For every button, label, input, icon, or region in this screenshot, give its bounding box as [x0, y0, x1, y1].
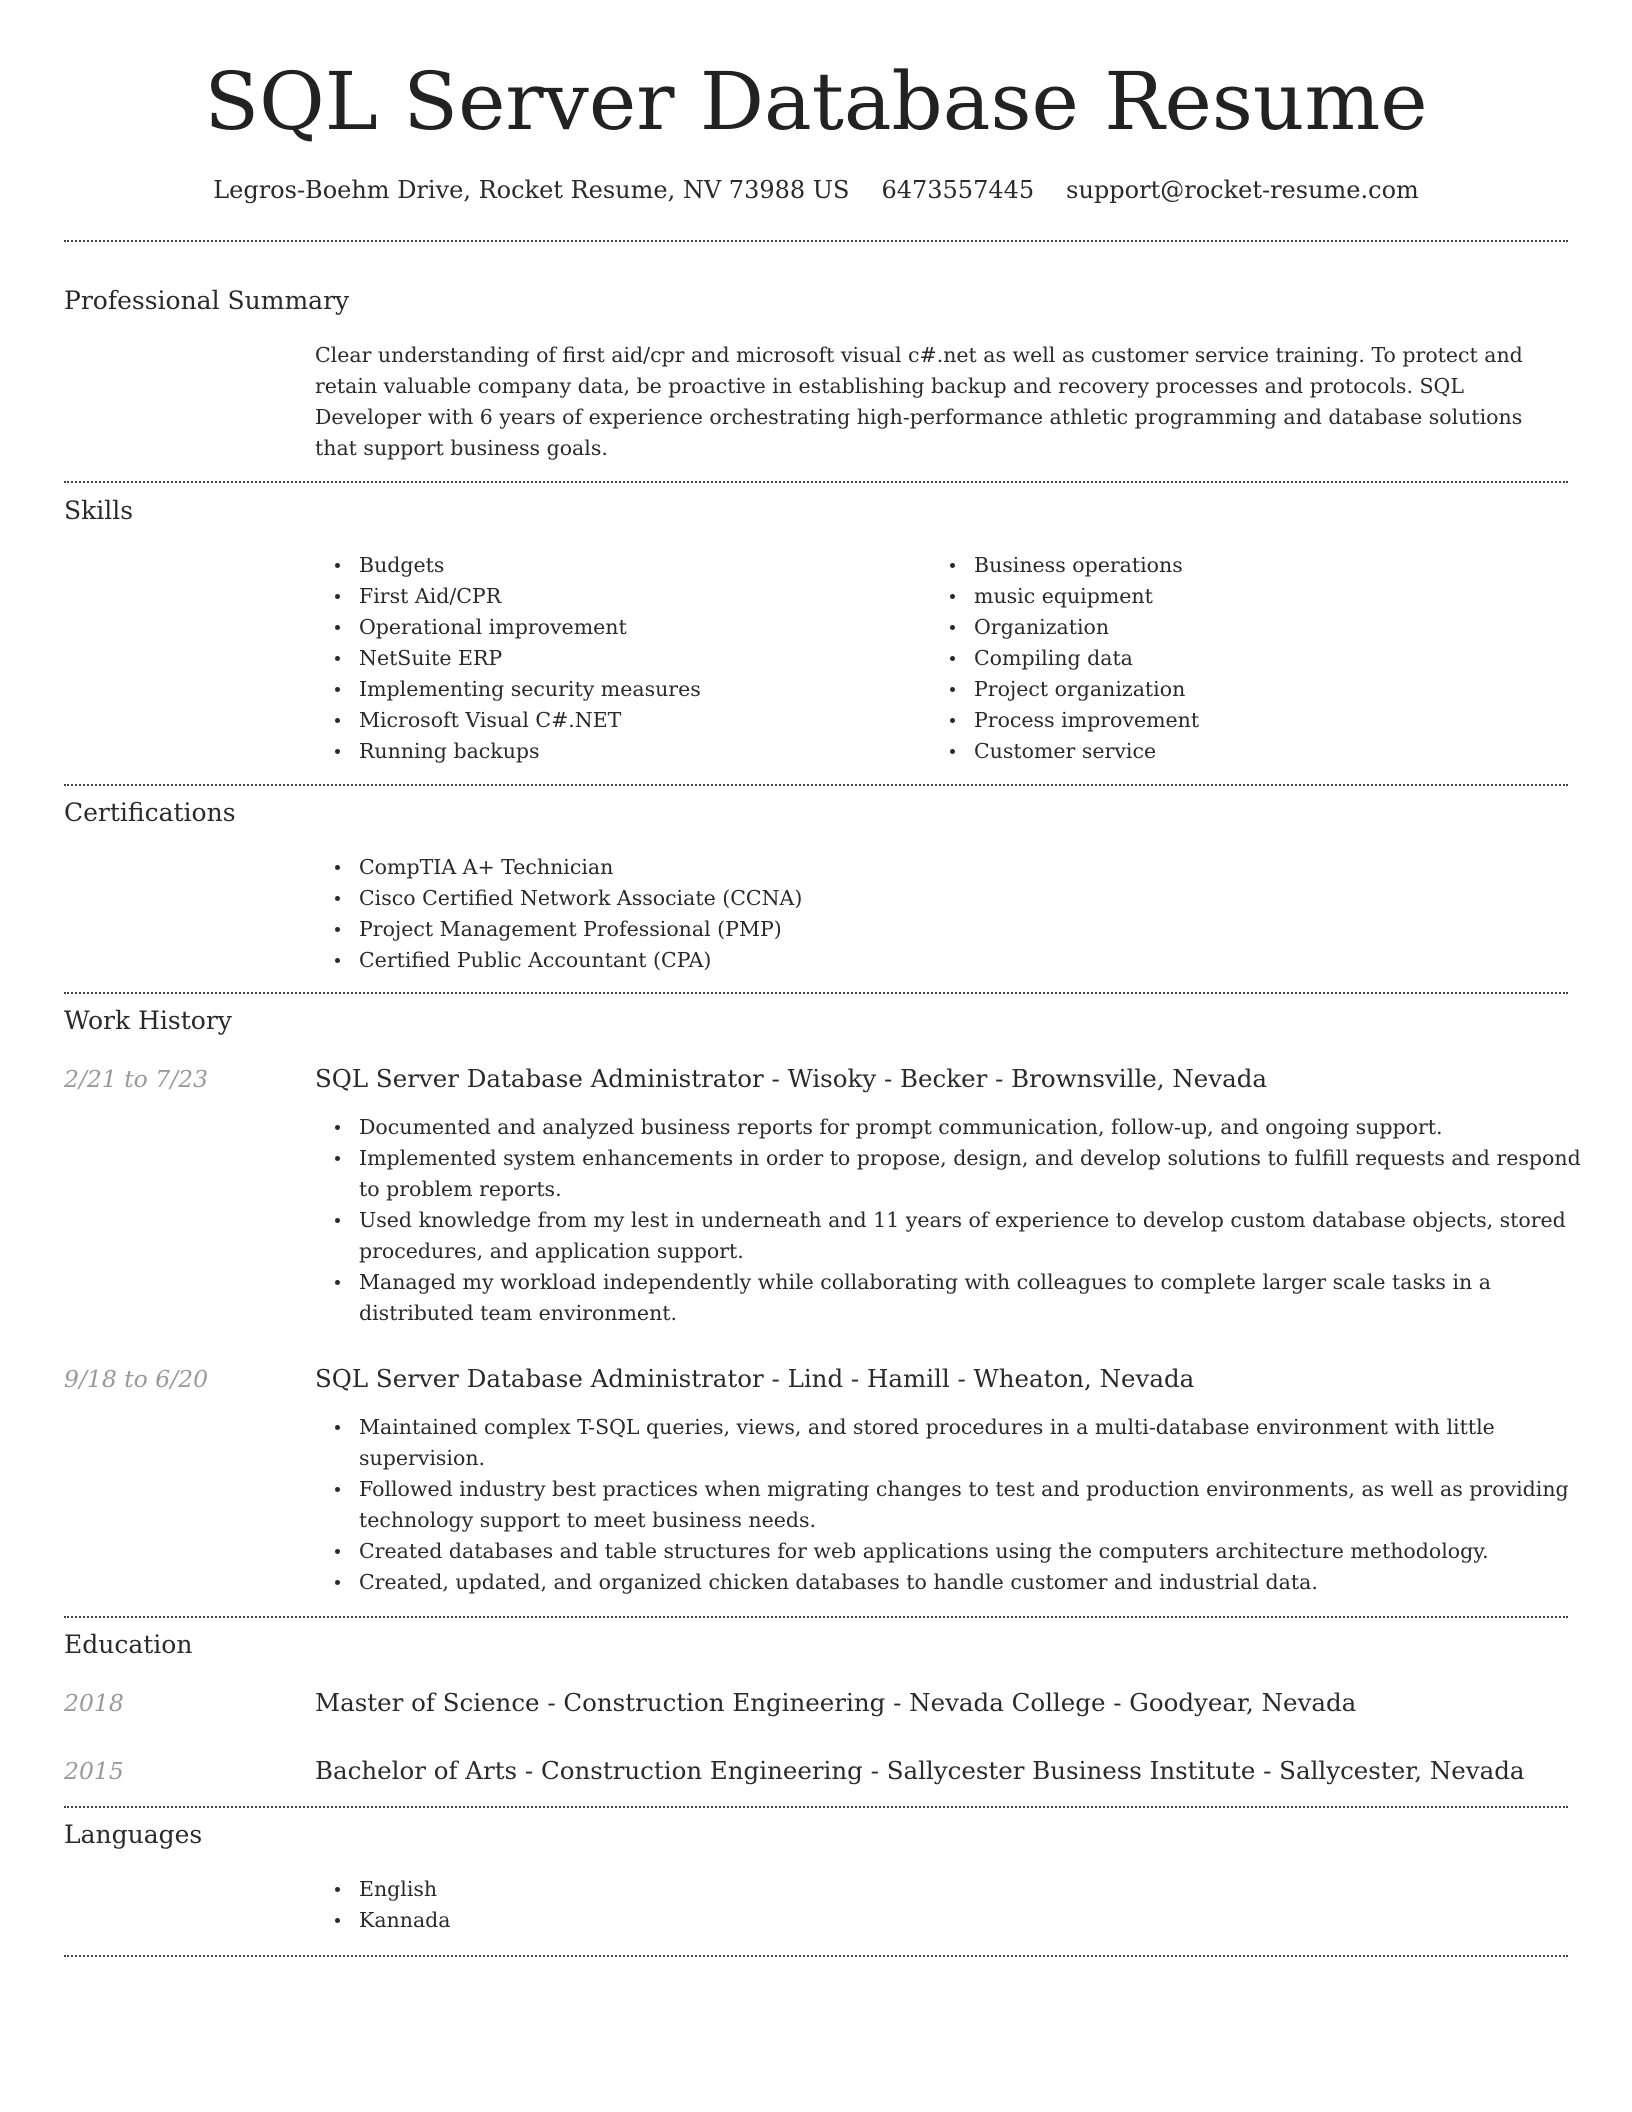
education-year: 2018: [64, 1689, 124, 1717]
list-item: English: [359, 1874, 959, 1905]
list-item: Used knowledge from my lest in underneath and 11 years of experience to develop custom database objects, stored procedures, and application support.: [359, 1205, 1589, 1267]
job-dates: 2/21 to 7/23: [64, 1065, 209, 1093]
list-item: Process improvement: [974, 705, 1574, 736]
section-title-languages: Languages: [64, 1820, 203, 1849]
section-divider: [64, 992, 1568, 994]
summary-text: Clear understanding of first aid/cpr and microsoft visual c#.net as well as customer service training. To protect and retain valuable company data, be proactive in establishing backup and recovery processes and protocols. SQL Developer with 6 years of experience orchestrating high-performance athletic programming and database solutions that support business goals.: [315, 343, 1523, 460]
section-divider: [64, 481, 1568, 483]
section-divider: [64, 240, 1568, 242]
languages-list: [315, 1874, 959, 1936]
job-dates: 9/18 to 6/20: [64, 1365, 209, 1393]
list-item: Implementing security measures: [359, 674, 919, 705]
contact-address: Legros-Boehm Drive, Rocket Resume, NV 73988 US: [213, 176, 850, 204]
section-title-summary: Professional Summary: [64, 286, 350, 315]
list-item: Compiling data: [974, 643, 1574, 674]
list-item: Operational improvement: [359, 612, 919, 643]
job-heading: SQL Server Database Administrator - Lind - Hamill - Wheaton, Nevada: [315, 1364, 1195, 1393]
section-divider: [64, 1955, 1568, 1957]
contact-line: [0, 168, 1632, 212]
section-divider: [64, 1616, 1568, 1618]
list-item: Project Management Professional (PMP): [359, 914, 1559, 945]
list-item: Budgets: [359, 550, 919, 581]
contact-email: support@rocket-resume.com: [1066, 176, 1419, 204]
section-divider: [64, 784, 1568, 786]
list-item: CompTIA A+ Technician: [359, 852, 1559, 883]
list-item: Organization: [974, 612, 1574, 643]
list-item: Managed my workload independently while collaborating with colleagues to complete larger scale tasks in a distributed team environment.: [359, 1267, 1589, 1329]
list-item: Project organization: [974, 674, 1574, 705]
list-item: Kannada: [359, 1905, 959, 1936]
job-heading: SQL Server Database Administrator - Wisoky - Becker - Brownsville, Nevada: [315, 1064, 1268, 1093]
job-bullets: [315, 1112, 1589, 1329]
job-bullets: [315, 1412, 1589, 1598]
list-item: First Aid/CPR: [359, 581, 919, 612]
education-heading: Bachelor of Arts - Construction Engineering - Sallycester Business Institute - Sallycester, Nevada: [315, 1756, 1525, 1785]
contact-phone: 6473557445: [881, 176, 1035, 204]
section-title-certifications: Certifications: [64, 798, 236, 827]
list-item: Maintained complex T-SQL queries, views, and stored procedures in a multi-database environment with little supervision.: [359, 1412, 1589, 1474]
list-item: Running backups: [359, 736, 919, 767]
section-title-work-history: Work History: [64, 1006, 232, 1035]
section-title-education: Education: [64, 1630, 193, 1659]
list-item: Cisco Certified Network Associate (CCNA): [359, 883, 1559, 914]
list-item: NetSuite ERP: [359, 643, 919, 674]
list-item: Implemented system enhancements in order to propose, design, and develop solutions to fulfill requests and respond to problem reports.: [359, 1143, 1589, 1205]
list-item: Customer service: [974, 736, 1574, 767]
section-title-skills: Skills: [64, 496, 134, 525]
list-item: Documented and analyzed business reports for prompt communication, follow-up, and ongoing support.: [359, 1112, 1589, 1143]
certifications-list: [315, 852, 1559, 976]
list-item: Business operations: [974, 550, 1574, 581]
list-item: Microsoft Visual C#.NET: [359, 705, 919, 736]
list-item: Created databases and table structures for web applications using the computers architecture methodology.: [359, 1536, 1589, 1567]
education-heading: Master of Science - Construction Engineering - Nevada College - Goodyear, Nevada: [315, 1688, 1357, 1717]
skills-list-right: [930, 550, 1574, 767]
resume-title: SQL Server Database Resume: [204, 55, 1428, 148]
list-item: Certified Public Accountant (CPA): [359, 945, 1559, 976]
education-year: 2015: [64, 1757, 124, 1785]
skills-list-left: [315, 550, 919, 767]
list-item: music equipment: [974, 581, 1574, 612]
section-divider: [64, 1806, 1568, 1808]
list-item: Followed industry best practices when migrating changes to test and production environments, as well as providing technology support to meet business needs.: [359, 1474, 1589, 1536]
list-item: Created, updated, and organized chicken databases to handle customer and industrial data.: [359, 1567, 1589, 1598]
